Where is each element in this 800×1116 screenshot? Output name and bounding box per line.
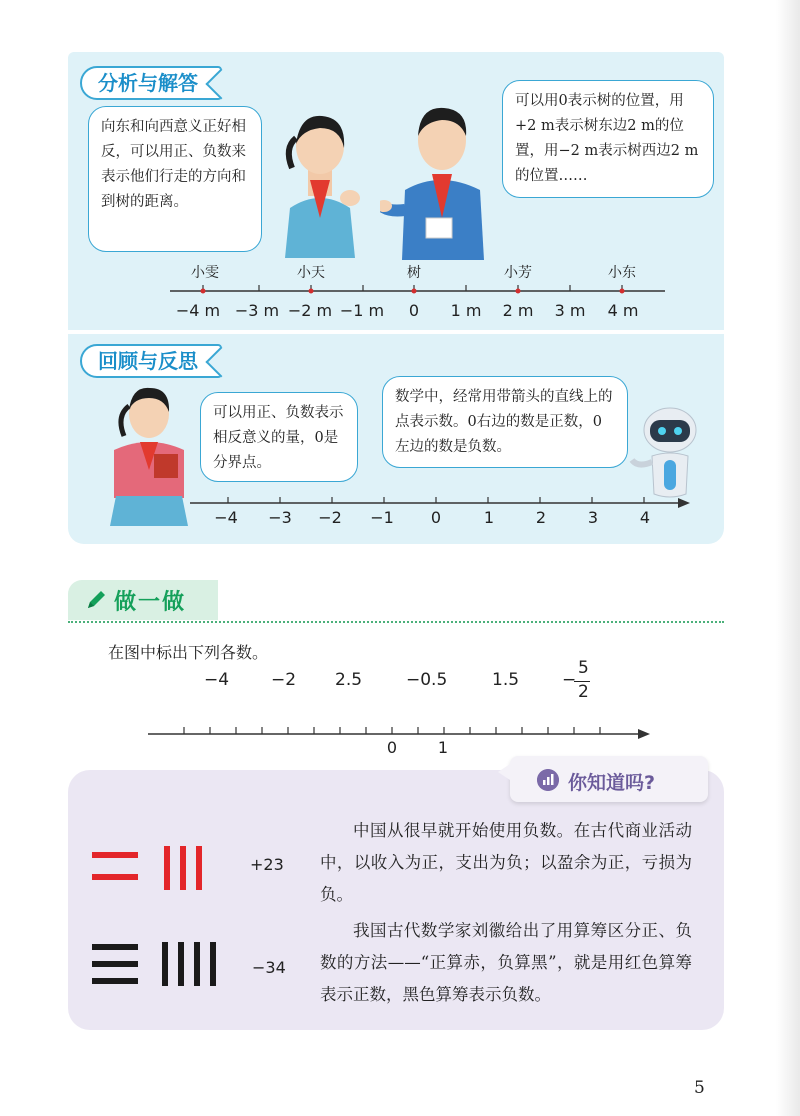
boy-speech-bubble [502, 80, 714, 198]
tick-label: 0 [430, 508, 442, 527]
tick-label: −3 m [234, 301, 280, 320]
tick-label: 0 [408, 301, 420, 320]
negative-rod-value: −34 [252, 958, 286, 977]
girl-illustration [270, 108, 370, 258]
practice-number: −2 [271, 670, 297, 690]
bar-chart-icon [537, 769, 559, 791]
fraction-denominator: 2 [578, 682, 589, 702]
name-tree: 树 [407, 265, 421, 281]
practice-instruction: 在图中标出下列各数。 [108, 643, 269, 662]
name-xiaowen: 小雯 [191, 265, 219, 281]
axis-label-zero: 0 [386, 738, 398, 757]
review-tag [80, 344, 222, 378]
tick-label: −1 m [339, 301, 385, 320]
girl-speech-text: 向东和向西意义正好相反，可以用正、负数来表示他们行走的方向和到树的距离。 [101, 119, 246, 210]
tick-label: 4 [639, 508, 651, 527]
practice-divider [68, 621, 724, 623]
robot-speech-text: 数学中，经常用带箭头的直线上的点表示数。0右边的数是正数，0左边的数是负数。 [395, 389, 613, 455]
tick-label: 2 m [502, 301, 534, 320]
did-you-know-paragraph-1: 中国从很早就开始使用负数。在古代商业活动中，以收入为正，支出为负；以盈余为正，亏损为负。 [320, 821, 692, 904]
boy-illustration [380, 100, 500, 260]
fraction-sign: − [562, 670, 577, 690]
girl-speech-bubble [88, 106, 262, 252]
review-title: 回顾与反思 [98, 349, 198, 373]
robot-speech-bubble [382, 376, 628, 468]
review-number-line [188, 494, 698, 514]
boy-speech-text: 可以用0表示树的位置，用+2 m表示树东边2 m的位置，用−2 m表示树西边2 m的位置…… [515, 93, 699, 184]
tick-label: 4 m [607, 301, 639, 320]
practice-number: −0.5 [406, 670, 448, 690]
review-girl-speech-bubble [200, 392, 358, 482]
tick-label: 3 [587, 508, 599, 527]
practice-title: 做一做 [114, 590, 187, 615]
black-counting-rods [92, 942, 232, 988]
tick-label: −3 [268, 508, 292, 527]
analysis-title: 分析与解答 [98, 71, 198, 95]
positive-rod-value: +23 [250, 855, 284, 874]
review-girl-speech-text: 可以用正、负数表示相反意义的量，0是分界点。 [213, 405, 344, 471]
tick-label: −4 [214, 508, 238, 527]
analysis-tag [80, 66, 222, 100]
name-xiaofang: 小芳 [504, 265, 532, 281]
analysis-number-line [160, 282, 680, 302]
tick-label: −2 m [287, 301, 333, 320]
practice-number: 1.5 [492, 670, 520, 690]
page-edge-shadow [776, 0, 800, 1116]
practice-number: −4 [204, 670, 230, 690]
did-you-know-paragraph-2: 我国古代数学家刘徽给出了用算筹区分正、负数的方法——“正算赤，负算黑”，就是用红色算筹表示正数，黑色算筹表示负数。 [320, 921, 692, 1004]
name-xiaodong: 小东 [608, 265, 636, 281]
tick-label: 1 [483, 508, 495, 527]
fraction-numerator: 5 [578, 658, 589, 678]
page-number: 5 [694, 1078, 705, 1098]
tick-label: −4 m [175, 301, 221, 320]
name-xiaotian: 小天 [297, 265, 325, 281]
tick-label: 1 m [450, 301, 482, 320]
did-you-know-title: 你知道吗? [568, 772, 656, 794]
pencil-icon [84, 588, 108, 612]
practice-number-line [146, 722, 656, 742]
tick-label: 3 m [554, 301, 586, 320]
review-girl-illustration [104, 380, 194, 530]
practice-number: 2.5 [335, 670, 363, 690]
red-counting-rods [92, 846, 222, 892]
tick-label: −2 [318, 508, 342, 527]
tick-label: −1 [370, 508, 394, 527]
robot-illustration [628, 402, 708, 502]
axis-label-one: 1 [437, 738, 449, 757]
tick-label: 2 [535, 508, 547, 527]
